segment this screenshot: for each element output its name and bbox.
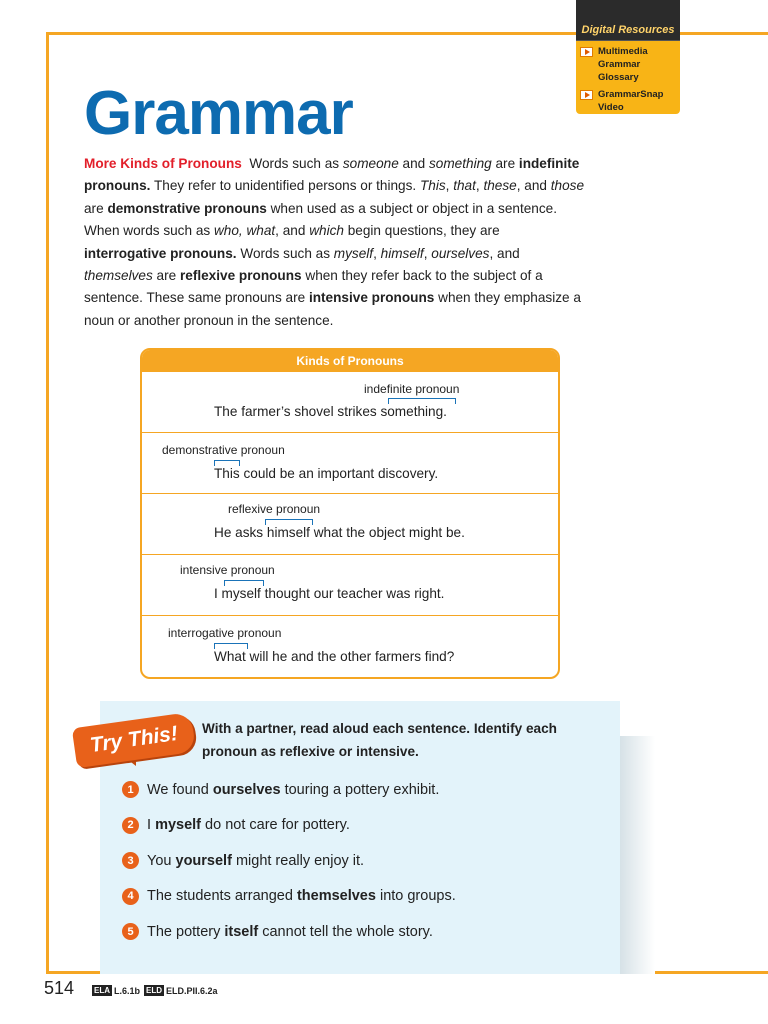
resource-link-grammarsnap-video[interactable]: GrammarSnap Video — [576, 84, 680, 114]
table-row — [142, 494, 558, 555]
number-badge: 3 — [122, 852, 139, 869]
play-icon — [580, 47, 593, 57]
number-badge: 4 — [122, 888, 139, 905]
table-row — [142, 555, 558, 616]
pronoun-label: demonstrative pronoun — [162, 443, 285, 457]
practice-list — [122, 772, 456, 950]
pronoun-table — [140, 348, 560, 679]
try-this-instruction: With a partner, read aloud each sentence. Identify each pronoun as reflexive or intensive. — [202, 721, 557, 759]
example-sentence: The farmer’s shovel strikes something. — [214, 404, 447, 419]
example-sentence: He asks himself what the object might be. — [214, 525, 465, 540]
intro-paragraph: More Kinds of Pronouns Words such as someone and something are indefinite pronouns. They refer to unidentified persons or things. This, that, these, and those are demonstrative pronouns when used as a subject or object in a sentence. When words such as who, what, and which begin questions, they are interrogative pronouns. Words such as myself, himself, ourselves, and themselves are reflexive pronouns when they refer back to the subject of a sentence. These same pronouns are intensive pronouns when they emphasize a noun or another pronoun in the sentence. — [84, 156, 585, 328]
list-item: 3 You yourself might really enjoy it. — [122, 843, 456, 879]
example-sentence: I myself thought our teacher was right. — [214, 586, 445, 601]
number-badge: 5 — [122, 923, 139, 940]
section-lead: More Kinds of Pronouns — [84, 156, 242, 171]
resource-link-grammar-glossary[interactable]: Multimedia Grammar Glossary — [576, 41, 680, 84]
list-item: 4 The students arranged themselves into groups. — [122, 879, 456, 915]
table-row — [142, 372, 558, 433]
eld-tag: ELD — [146, 986, 163, 995]
list-item: 5 The pottery itself cannot tell the whole story. — [122, 914, 456, 950]
number-badge: 2 — [122, 817, 139, 834]
try-this-shadow — [615, 736, 655, 974]
ela-tag: ELA — [94, 986, 110, 995]
table-heading: Kinds of Pronouns — [142, 350, 558, 372]
example-sentence: What will he and the other farmers find? — [214, 649, 455, 664]
pronoun-label: interrogative pronoun — [168, 626, 282, 640]
example-sentence: This could be an important discovery. — [214, 466, 439, 481]
list-item: 1 We found ourselves touring a pottery exhibit. — [122, 772, 456, 808]
pronoun-label: reflexive pronoun — [228, 502, 321, 516]
number-badge: 1 — [122, 781, 139, 798]
table-row — [142, 616, 558, 677]
list-item: 2 I myself do not care for pottery. — [122, 808, 456, 844]
page-number: 514 — [44, 978, 75, 998]
standards-codes: ELA L.6.1b ELD ELD.PII.6.2a — [94, 985, 218, 996]
table-row — [142, 433, 558, 494]
page-title: Grammar — [84, 79, 353, 148]
pronoun-label: indefinite pronoun — [364, 382, 460, 396]
play-icon — [580, 90, 593, 100]
digital-resources-title: Digital Resources — [576, 0, 680, 41]
digital-resources-panel — [576, 0, 680, 114]
try-this-badge: Try This! — [72, 712, 196, 768]
pronoun-label: intensive pronoun — [180, 563, 275, 577]
